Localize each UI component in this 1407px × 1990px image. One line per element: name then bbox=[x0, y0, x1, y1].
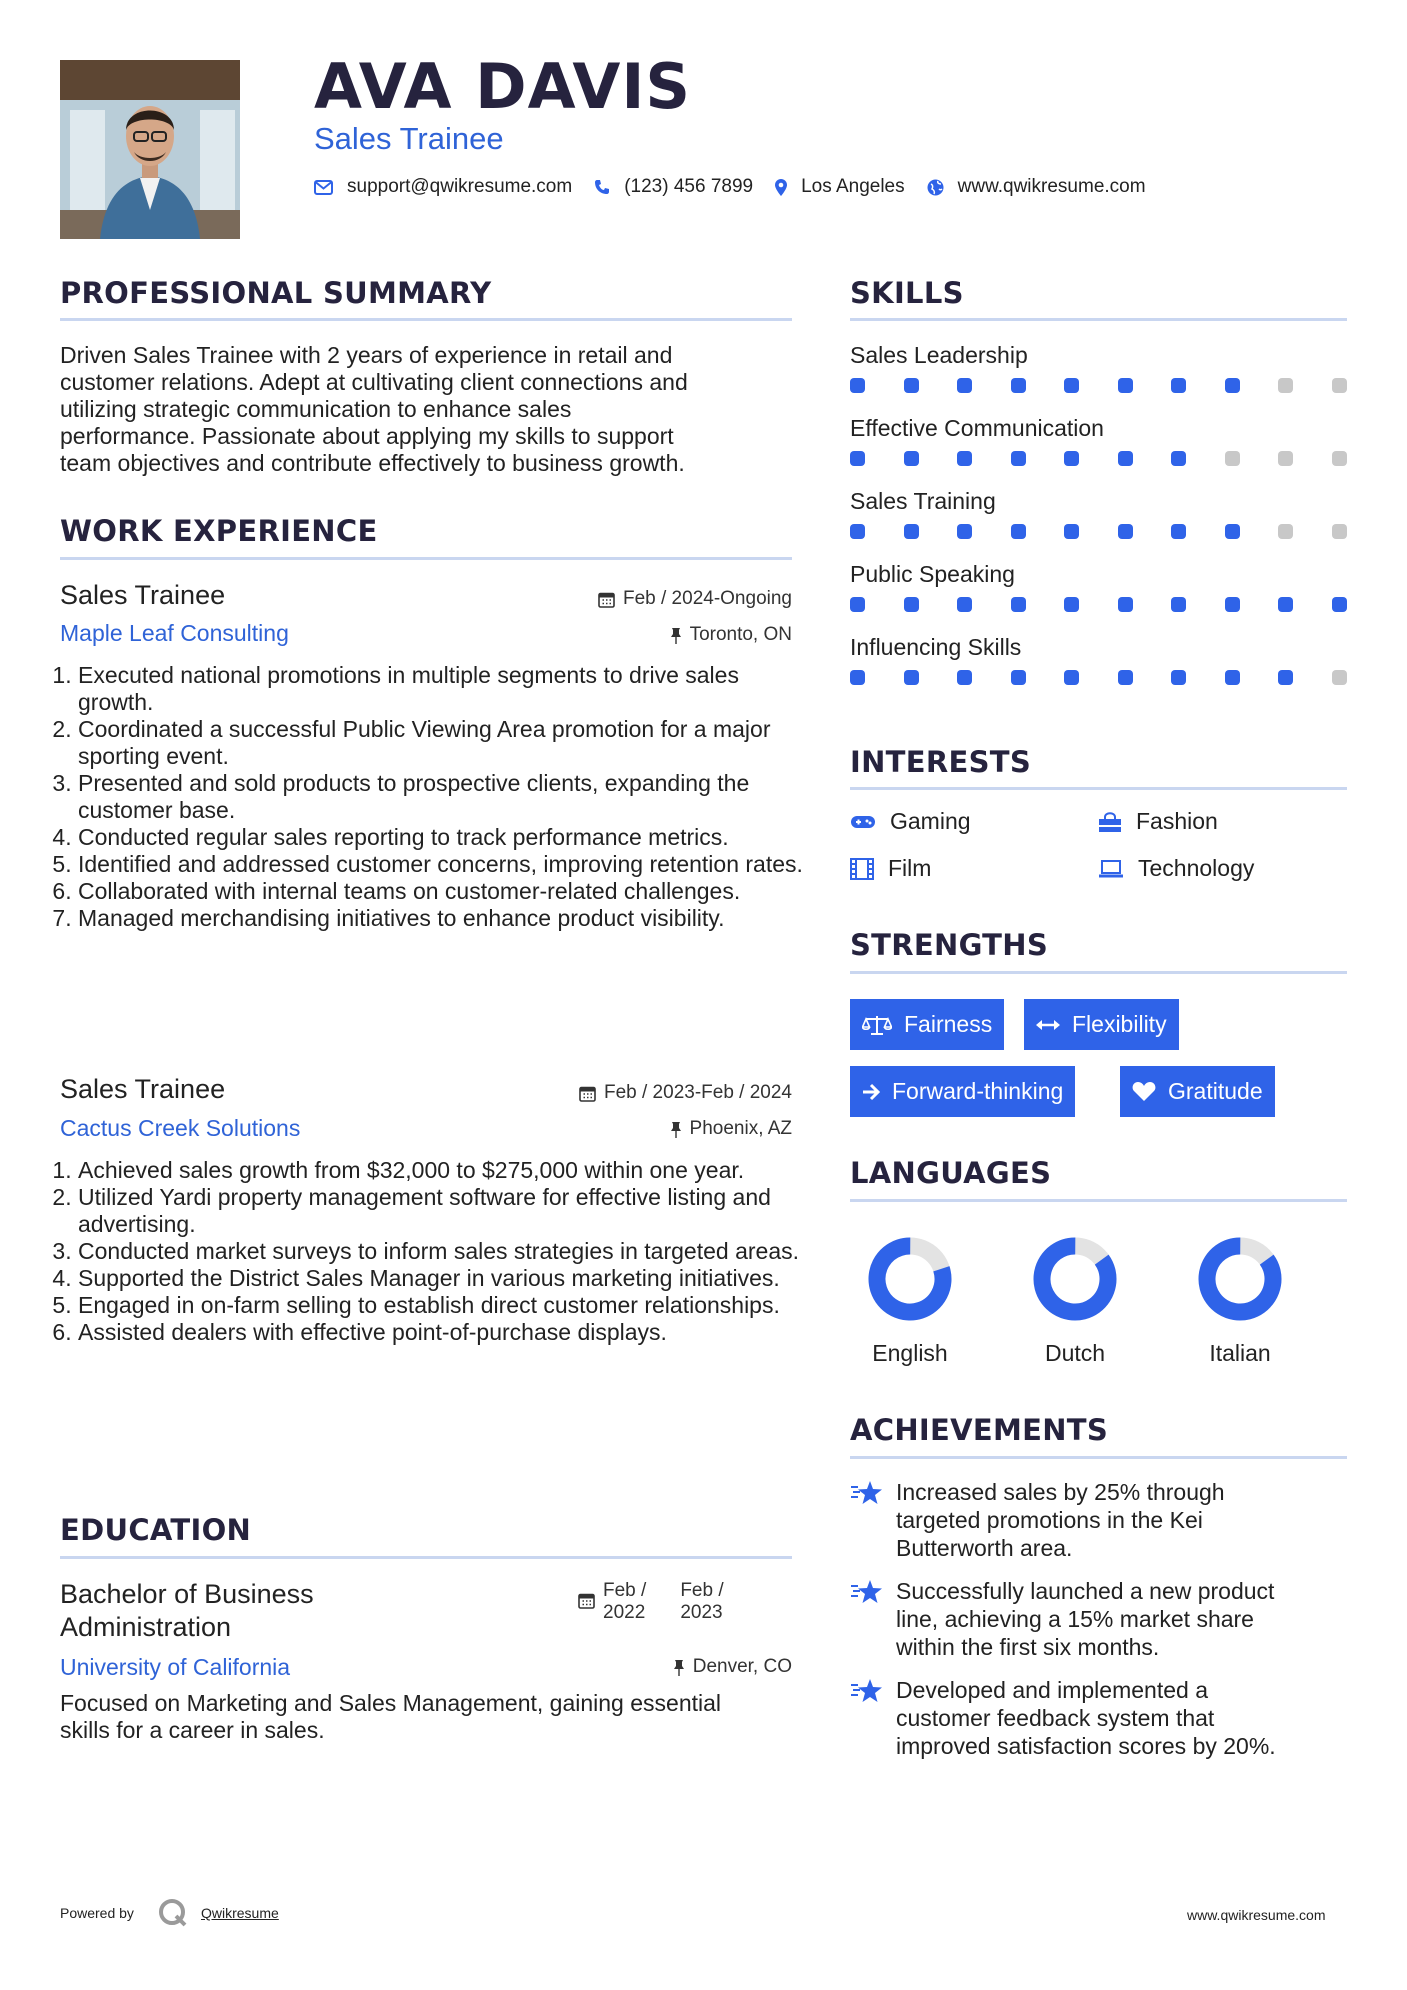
rating-dot-filled bbox=[1118, 524, 1133, 539]
balance-scale-icon bbox=[862, 1014, 892, 1036]
job-title: Sales Trainee bbox=[60, 580, 226, 610]
skill-rating bbox=[850, 378, 1347, 393]
education-end bbox=[680, 1580, 723, 1624]
education-heading: EDUCATION bbox=[60, 1513, 252, 1547]
rating-dot-filled bbox=[1171, 378, 1186, 393]
location-text: Los Angeles bbox=[801, 176, 905, 197]
rating-dot-filled bbox=[1118, 451, 1133, 466]
achievement-line: improved satisfaction scores by 20%. bbox=[896, 1733, 1276, 1759]
list-item: 4. Supported the District Sales Manager in various marketing initiatives. bbox=[78, 1265, 808, 1292]
rating-dot-filled bbox=[850, 597, 865, 612]
education-end-year: 2023 bbox=[680, 1602, 723, 1623]
rating-dot-empty bbox=[1278, 524, 1293, 539]
job-location-text: Toronto, ON bbox=[689, 624, 792, 645]
shopping-bag-icon bbox=[1098, 811, 1122, 833]
contact-website[interactable] bbox=[927, 176, 1146, 198]
rating-dot-filled bbox=[1225, 597, 1240, 612]
interest-technology bbox=[1098, 855, 1254, 882]
skill-rating bbox=[850, 451, 1347, 466]
job-location-text: Phoenix, AZ bbox=[689, 1118, 792, 1139]
education-location-text: Denver, CO bbox=[692, 1656, 792, 1677]
achievement-item bbox=[850, 1676, 1350, 1760]
list-item: 3. Conducted market surveys to inform sales strategies in targeted areas. bbox=[78, 1238, 808, 1265]
job-responsibilities bbox=[60, 1157, 808, 1346]
rating-dot-empty bbox=[1278, 451, 1293, 466]
rating-dot-filled bbox=[957, 670, 972, 685]
education-start bbox=[603, 1580, 646, 1624]
achievements-divider bbox=[850, 1456, 1347, 1459]
skill-rating bbox=[850, 597, 1347, 612]
rating-dot-filled bbox=[904, 524, 919, 539]
summary-line: performance. Passionate about applying my skills to support bbox=[60, 423, 674, 449]
rating-dot-filled bbox=[1064, 597, 1079, 612]
footer-url[interactable]: www.qwikresume.com bbox=[1187, 1907, 1326, 1923]
job-dates-text: Feb / 2023-Feb / 2024 bbox=[603, 1082, 792, 1103]
contact-phone[interactable] bbox=[594, 176, 753, 198]
rating-dot-empty bbox=[1225, 451, 1240, 466]
language-proficiency-ring bbox=[1030, 1234, 1120, 1324]
candidate-name: AVA DAVIS bbox=[314, 50, 692, 123]
strengths-divider bbox=[850, 971, 1347, 974]
interests-heading: INTERESTS bbox=[850, 745, 1032, 779]
interests-divider bbox=[850, 787, 1347, 790]
summary-line: utilizing strategic communication to enhance sales bbox=[60, 396, 572, 422]
rating-dot-filled bbox=[1118, 378, 1133, 393]
summary-divider bbox=[60, 318, 792, 321]
skill-name: Influencing Skills bbox=[850, 634, 1022, 660]
calendar-icon bbox=[598, 591, 615, 608]
rating-dot-filled bbox=[904, 451, 919, 466]
interest-label: Technology bbox=[1138, 855, 1255, 881]
skills-list bbox=[850, 342, 1347, 707]
film-icon bbox=[850, 858, 874, 880]
rating-dot-filled bbox=[850, 524, 865, 539]
rating-dot-filled bbox=[850, 451, 865, 466]
list-item: 4. Conducted regular sales reporting to track performance metrics. bbox=[78, 824, 808, 851]
job-location bbox=[500, 624, 792, 646]
skill-name: Public Speaking bbox=[850, 561, 1015, 587]
skill-item bbox=[850, 342, 1347, 393]
rating-dot-filled bbox=[957, 451, 972, 466]
arrows-horizontal-icon bbox=[1036, 1018, 1060, 1032]
rating-dot-filled bbox=[1011, 451, 1026, 466]
achievement-line: Developed and implemented a bbox=[896, 1677, 1208, 1703]
achievement-item bbox=[850, 1577, 1350, 1661]
calendar-icon bbox=[579, 1085, 596, 1102]
language-name: Italian bbox=[1209, 1340, 1271, 1366]
rating-dot-filled bbox=[1064, 524, 1079, 539]
achievement-line: line, achieving a 15% market share bbox=[896, 1606, 1254, 1632]
achievement-line: Increased sales by 25% through bbox=[896, 1479, 1225, 1505]
profile-photo bbox=[60, 60, 240, 239]
phone-icon bbox=[594, 179, 610, 195]
strengths-heading: STRENGTHS bbox=[850, 928, 1049, 962]
skill-item bbox=[850, 634, 1347, 685]
job-responsibilities bbox=[60, 662, 808, 932]
list-item: 2. Coordinated a successful Public Viewing Area promotion for a major sporting event. bbox=[78, 716, 808, 770]
summary-heading: PROFESSIONAL SUMMARY bbox=[60, 276, 492, 310]
skill-item bbox=[850, 415, 1347, 466]
skills-heading: SKILLS bbox=[850, 276, 964, 310]
education-dates bbox=[578, 1580, 724, 1624]
phone-text: (123) 456 7899 bbox=[624, 176, 754, 197]
summary-text bbox=[60, 342, 800, 477]
rating-dot-filled bbox=[1064, 378, 1079, 393]
rating-dot-filled bbox=[1278, 597, 1293, 612]
rating-dot-empty bbox=[1332, 670, 1347, 685]
strength-chip-gratitude bbox=[1120, 1066, 1275, 1117]
rating-dot-filled bbox=[1171, 524, 1186, 539]
rating-dot-filled bbox=[850, 670, 865, 685]
achievement-text bbox=[896, 1676, 1276, 1760]
rating-dot-filled bbox=[904, 597, 919, 612]
rating-dot-filled bbox=[904, 378, 919, 393]
rating-dot-filled bbox=[1225, 524, 1240, 539]
arrow-right-icon bbox=[862, 1083, 880, 1101]
strength-chip-flexibility bbox=[1024, 999, 1179, 1050]
languages-divider bbox=[850, 1199, 1347, 1202]
job-location bbox=[500, 1118, 792, 1140]
star-award-icon bbox=[850, 1480, 884, 1506]
job-title: Sales Trainee bbox=[60, 1074, 226, 1104]
list-item: 6. Assisted dealers with effective point-of-purchase displays. bbox=[78, 1319, 808, 1346]
rating-dot-empty bbox=[1332, 451, 1347, 466]
pin-icon bbox=[670, 1121, 682, 1138]
skill-item bbox=[850, 561, 1347, 612]
skill-name: Sales Leadership bbox=[850, 342, 1028, 368]
star-award-icon bbox=[850, 1579, 884, 1605]
education-description bbox=[60, 1690, 800, 1744]
achievement-item bbox=[850, 1478, 1350, 1562]
job-dates bbox=[500, 1082, 792, 1104]
strength-label: Gratitude bbox=[1168, 1078, 1263, 1104]
laptop-icon bbox=[1098, 859, 1124, 879]
rating-dot-filled bbox=[957, 378, 972, 393]
candidate-role: Sales Trainee bbox=[314, 121, 504, 156]
website-text: www.qwikresume.com bbox=[957, 176, 1146, 197]
skill-rating bbox=[850, 670, 1347, 685]
pin-icon bbox=[670, 627, 682, 644]
experience-divider bbox=[60, 557, 792, 560]
rating-dot-filled bbox=[1171, 597, 1186, 612]
list-item: 7. Managed merchandising initiatives to enhance product visibility. bbox=[78, 905, 808, 932]
envelope-icon bbox=[314, 180, 333, 195]
contact-location bbox=[775, 176, 905, 198]
powered-by-label: Powered by bbox=[60, 1905, 134, 1921]
strength-label: Flexibility bbox=[1072, 1011, 1167, 1037]
rating-dot-filled bbox=[1064, 451, 1079, 466]
star-award-icon bbox=[850, 1678, 884, 1704]
strength-label: Fairness bbox=[904, 1011, 993, 1037]
rating-dot-filled bbox=[1225, 670, 1240, 685]
strength-label: Forward-thinking bbox=[892, 1078, 1064, 1104]
achievement-line: Successfully launched a new product bbox=[896, 1578, 1275, 1604]
rating-dot-empty bbox=[1332, 524, 1347, 539]
qwikresume-logo-icon bbox=[158, 1898, 188, 1928]
list-item: 6. Collaborated with internal teams on customer-related challenges. bbox=[78, 878, 808, 905]
education-start-month: Feb / bbox=[603, 1580, 647, 1601]
education-description-line: Focused on Marketing and Sales Management, gaining essential bbox=[60, 1690, 722, 1716]
rating-dot-filled bbox=[1118, 597, 1133, 612]
achievement-line: Butterworth area. bbox=[896, 1535, 1073, 1561]
summary-line: Driven Sales Trainee with 2 years of experience in retail and bbox=[60, 342, 673, 368]
degree-line: Administration bbox=[60, 1612, 232, 1642]
rating-dot-filled bbox=[1011, 524, 1026, 539]
contact-bar bbox=[314, 176, 1168, 198]
map-marker-icon bbox=[775, 179, 787, 196]
rating-dot-filled bbox=[1118, 670, 1133, 685]
achievement-text bbox=[896, 1577, 1274, 1661]
rating-dot-filled bbox=[1011, 378, 1026, 393]
skills-divider bbox=[850, 318, 1347, 321]
summary-line: team objectives and contribute effectively to business growth. bbox=[60, 450, 685, 476]
ring-fill bbox=[1195, 1234, 1285, 1324]
company-name: Maple Leaf Consulting bbox=[60, 620, 289, 646]
pin-icon bbox=[673, 1659, 685, 1676]
rating-dot-filled bbox=[957, 597, 972, 612]
gamepad-icon bbox=[850, 814, 876, 830]
rating-dot-filled bbox=[1278, 670, 1293, 685]
education-end-month: Feb / bbox=[680, 1580, 724, 1601]
list-item: 3. Presented and sold products to prospective clients, expanding the customer base. bbox=[78, 770, 808, 824]
skill-name: Effective Communication bbox=[850, 415, 1104, 441]
language-name: Dutch bbox=[1044, 1340, 1106, 1366]
qwikresume-link[interactable]: Qwikresume bbox=[201, 1905, 279, 1921]
rating-dot-filled bbox=[904, 670, 919, 685]
rating-dot-filled bbox=[957, 524, 972, 539]
achievement-line: customer feedback system that bbox=[896, 1705, 1215, 1731]
interest-label: Fashion bbox=[1136, 808, 1218, 834]
education-divider bbox=[60, 1556, 792, 1559]
languages-heading: LANGUAGES bbox=[850, 1156, 1052, 1190]
strength-chip-forward-thinking bbox=[850, 1066, 1075, 1117]
education-description-line: skills for a career in sales. bbox=[60, 1717, 325, 1743]
skill-rating bbox=[850, 524, 1347, 539]
rating-dot-filled bbox=[1332, 597, 1347, 612]
list-item: 5. Engaged in on-farm selling to establish direct customer relationships. bbox=[78, 1292, 808, 1319]
language-proficiency-ring bbox=[865, 1234, 955, 1324]
contact-email[interactable] bbox=[314, 176, 572, 198]
rating-dot-filled bbox=[1011, 597, 1026, 612]
interest-gaming bbox=[850, 808, 971, 835]
interest-fashion bbox=[1098, 808, 1218, 835]
email-text: support@qwikresume.com bbox=[347, 176, 573, 197]
list-item: 1. Executed national promotions in multiple segments to drive sales growth. bbox=[78, 662, 808, 716]
interest-label: Film bbox=[888, 855, 932, 881]
rating-dot-filled bbox=[850, 378, 865, 393]
rating-dot-filled bbox=[1011, 670, 1026, 685]
company-name: Cactus Creek Solutions bbox=[60, 1115, 301, 1141]
list-item: 2. Utilized Yardi property management software for effective listing and advertising. bbox=[78, 1184, 808, 1238]
rating-dot-filled bbox=[1171, 670, 1186, 685]
achievement-line: within the first six months. bbox=[896, 1634, 1160, 1660]
interest-label: Gaming bbox=[890, 808, 971, 834]
achievement-line: targeted promotions in the Kei bbox=[896, 1507, 1203, 1533]
job-dates bbox=[500, 588, 792, 610]
rating-dot-empty bbox=[1278, 378, 1293, 393]
rating-dot-filled bbox=[1225, 378, 1240, 393]
summary-line: customer relations. Adept at cultivating client connections and bbox=[60, 369, 688, 395]
job-dates-text: Feb / 2024-Ongoing bbox=[622, 588, 792, 609]
heart-icon bbox=[1132, 1081, 1156, 1102]
education-start-year: 2022 bbox=[603, 1602, 646, 1623]
skill-name: Sales Training bbox=[850, 488, 996, 514]
rating-dot-filled bbox=[1171, 451, 1186, 466]
globe-icon bbox=[927, 179, 944, 196]
language-name: English bbox=[872, 1340, 948, 1366]
achievement-text bbox=[896, 1478, 1225, 1562]
experience-heading: WORK EXPERIENCE bbox=[60, 514, 378, 548]
rating-dot-empty bbox=[1332, 378, 1347, 393]
language-proficiency-ring bbox=[1195, 1234, 1285, 1324]
degree-line: Bachelor of Business bbox=[60, 1579, 314, 1609]
strength-chip-fairness bbox=[850, 999, 1004, 1050]
achievements-heading: ACHIEVEMENTS bbox=[850, 1413, 1109, 1447]
skill-item bbox=[850, 488, 1347, 539]
degree-title bbox=[60, 1578, 314, 1644]
interest-film bbox=[850, 855, 931, 882]
list-item: 5. Identified and addressed customer concerns, improving retention rates. bbox=[78, 851, 808, 878]
school-name: University of California bbox=[60, 1654, 291, 1680]
ring-fill bbox=[1030, 1234, 1120, 1324]
rating-dot-filled bbox=[1064, 670, 1079, 685]
list-item: 1. Achieved sales growth from $32,000 to $275,000 within one year. bbox=[78, 1157, 808, 1184]
education-location bbox=[500, 1656, 792, 1678]
calendar-icon bbox=[578, 1592, 595, 1609]
